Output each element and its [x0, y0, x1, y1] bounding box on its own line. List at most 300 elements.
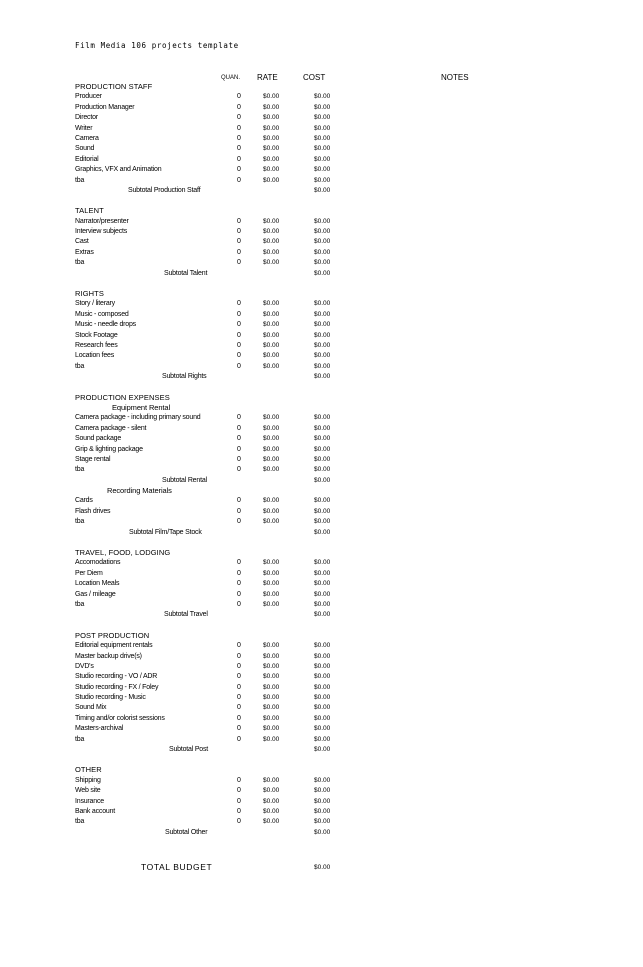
- subtotal-label: Subtotal Film/Tape Stock: [129, 528, 202, 536]
- line-item-quantity[interactable]: 0: [237, 414, 241, 422]
- line-item-label: tba: [75, 466, 85, 474]
- line-item-rate[interactable]: $0.00: [263, 352, 280, 360]
- line-item-cost: $0.00: [314, 580, 331, 588]
- line-item-row: [0, 786, 643, 796]
- line-item-rate[interactable]: $0.00: [263, 652, 280, 660]
- line-item-row: [0, 714, 643, 724]
- subtotal-row: [0, 610, 643, 620]
- line-item-cost: $0.00: [314, 414, 331, 422]
- line-item-label: tba: [75, 259, 85, 267]
- line-item-cost: $0.00: [314, 445, 331, 453]
- line-item-row: [0, 217, 643, 227]
- line-item-label: tba: [75, 818, 85, 826]
- line-item-cost: $0.00: [314, 787, 331, 795]
- line-item-quantity[interactable]: 0: [237, 735, 241, 743]
- line-item-cost: $0.00: [314, 103, 331, 111]
- line-item-row: [0, 724, 643, 734]
- line-item-cost: $0.00: [314, 93, 331, 101]
- line-item-row: [0, 652, 643, 662]
- line-item-row: [0, 662, 643, 672]
- line-item-label: Editorial equipment rentals: [75, 642, 153, 650]
- line-item-rate[interactable]: $0.00: [263, 642, 280, 650]
- line-item-label: tba: [75, 600, 85, 608]
- section-title: TRAVEL, FOOD, LODGING: [75, 548, 171, 558]
- section-title: PRODUCTION STAFF: [75, 82, 153, 91]
- line-item-quantity[interactable]: 0: [237, 145, 241, 153]
- line-item-cost: $0.00: [314, 134, 331, 142]
- column-header-notes: NOTES: [441, 73, 469, 82]
- line-item-quantity[interactable]: 0: [237, 590, 241, 598]
- line-item-row: [0, 248, 643, 258]
- line-item-label: Studio recording - Music: [75, 694, 146, 702]
- line-item-row: [0, 465, 643, 475]
- line-item-rate[interactable]: $0.00: [263, 569, 280, 577]
- line-item-row: [0, 413, 643, 423]
- line-item-rate[interactable]: $0.00: [263, 248, 280, 256]
- line-item-row: [0, 362, 643, 372]
- line-item-rate[interactable]: $0.00: [263, 590, 280, 598]
- line-item-rate[interactable]: $0.00: [263, 787, 280, 795]
- line-item-row: [0, 641, 643, 651]
- line-item-rate[interactable]: $0.00: [263, 134, 280, 142]
- line-item-label: Stage rental: [75, 455, 111, 463]
- line-item-quantity[interactable]: 0: [237, 259, 241, 267]
- line-item-cost: $0.00: [314, 455, 331, 463]
- line-item-quantity[interactable]: 0: [237, 134, 241, 142]
- line-item-rate[interactable]: $0.00: [263, 818, 280, 826]
- line-item-label: Location fees: [75, 352, 115, 360]
- line-item-rate[interactable]: $0.00: [263, 559, 280, 567]
- line-item-quantity[interactable]: 0: [237, 331, 241, 339]
- line-item-quantity[interactable]: 0: [237, 776, 241, 784]
- column-header-cost: COST: [303, 73, 326, 82]
- line-item-rate[interactable]: $0.00: [263, 300, 280, 308]
- line-item-row: [0, 735, 643, 745]
- line-item-label: Interview subjects: [75, 228, 128, 236]
- line-item-rate[interactable]: $0.00: [263, 228, 280, 236]
- line-item-row: [0, 320, 643, 330]
- line-item-row: [0, 600, 643, 610]
- section-title: TALENT: [75, 206, 104, 216]
- line-item-cost: $0.00: [314, 435, 331, 443]
- line-item-quantity[interactable]: 0: [237, 124, 241, 132]
- line-item-cost: $0.00: [314, 518, 331, 526]
- line-item-quantity[interactable]: 0: [237, 714, 241, 722]
- line-item-label: Accomodations: [75, 559, 121, 567]
- line-item-label: Writer: [75, 124, 93, 132]
- line-item-row: [0, 797, 643, 807]
- line-item-row: [0, 237, 643, 247]
- group-subtitle: Equipment Rental: [112, 402, 171, 412]
- column-header-rate: RATE: [257, 73, 278, 82]
- line-item-quantity[interactable]: 0: [237, 455, 241, 463]
- line-item-row: [0, 558, 643, 568]
- line-item-label: Sound Mix: [75, 704, 107, 712]
- subtotal-label: Subtotal Post: [169, 746, 209, 754]
- line-item-rate[interactable]: $0.00: [263, 497, 280, 505]
- line-item-rate[interactable]: $0.00: [263, 466, 280, 474]
- line-item-row: [0, 351, 643, 361]
- line-item-quantity[interactable]: 0: [237, 217, 241, 225]
- line-item-cost: $0.00: [314, 114, 331, 122]
- line-item-quantity[interactable]: 0: [237, 569, 241, 577]
- line-item-quantity[interactable]: 0: [237, 176, 241, 184]
- line-item-cost: $0.00: [314, 310, 331, 318]
- subtotal-value: $0.00: [314, 373, 331, 381]
- line-item-cost: $0.00: [314, 818, 331, 826]
- line-item-quantity[interactable]: 0: [237, 673, 241, 681]
- line-item-cost: $0.00: [314, 652, 331, 660]
- line-item-rate[interactable]: $0.00: [263, 673, 280, 681]
- line-item-row: [0, 579, 643, 589]
- line-item-quantity[interactable]: 0: [237, 103, 241, 111]
- line-item-row: [0, 258, 643, 268]
- line-item-row: [0, 124, 643, 134]
- subtotal-label: Subtotal Talent: [164, 269, 208, 277]
- line-item-cost: $0.00: [314, 217, 331, 225]
- line-item-row: [0, 134, 643, 144]
- line-item-cost: $0.00: [314, 321, 331, 329]
- line-item-cost: $0.00: [314, 735, 331, 743]
- line-item-quantity[interactable]: 0: [237, 93, 241, 101]
- line-item-quantity[interactable]: 0: [237, 114, 241, 122]
- line-item-rate[interactable]: $0.00: [263, 518, 280, 526]
- line-item-rate[interactable]: $0.00: [263, 331, 280, 339]
- line-item-rate[interactable]: $0.00: [263, 424, 280, 432]
- line-item-row: [0, 817, 643, 827]
- budget-section: [0, 548, 643, 621]
- line-item-row: [0, 703, 643, 713]
- line-item-row: [0, 672, 643, 682]
- line-item-quantity[interactable]: 0: [237, 424, 241, 432]
- line-item-rate[interactable]: $0.00: [263, 259, 280, 267]
- line-item-quantity[interactable]: 0: [237, 694, 241, 702]
- line-item-label: Sound package: [75, 435, 122, 443]
- line-item-row: [0, 165, 643, 175]
- line-item-rate[interactable]: $0.00: [263, 725, 280, 733]
- line-item-row: [0, 807, 643, 817]
- line-item-label: Insurance: [75, 797, 104, 805]
- line-item-label: Grip & lighting package: [75, 445, 143, 453]
- line-item-label: Narrator/presenter: [75, 217, 129, 225]
- subtotal-value: $0.00: [314, 828, 331, 836]
- line-item-cost: $0.00: [314, 776, 331, 784]
- line-item-label: Graphics, VFX and Animation: [75, 166, 162, 174]
- line-item-quantity[interactable]: 0: [237, 341, 241, 349]
- line-item-cost: $0.00: [314, 341, 331, 349]
- line-item-cost: $0.00: [314, 155, 331, 163]
- line-item-cost: $0.00: [314, 228, 331, 236]
- line-item-cost: $0.00: [314, 590, 331, 598]
- line-item-rate[interactable]: $0.00: [263, 362, 280, 370]
- line-item-cost: $0.00: [314, 559, 331, 567]
- line-item-rate[interactable]: $0.00: [263, 662, 280, 670]
- budget-section: [0, 393, 643, 538]
- line-item-quantity[interactable]: 0: [237, 300, 241, 308]
- budget-section: [0, 631, 643, 756]
- line-item-rate[interactable]: $0.00: [263, 321, 280, 329]
- line-item-cost: $0.00: [314, 683, 331, 691]
- line-item-label: Director: [75, 114, 98, 122]
- line-item-cost: $0.00: [314, 673, 331, 681]
- line-item-row: [0, 103, 643, 113]
- subtotal-label: Subtotal Travel: [164, 611, 208, 619]
- line-item-cost: $0.00: [314, 704, 331, 712]
- line-item-cost: $0.00: [314, 694, 331, 702]
- section-spacer: [0, 538, 643, 548]
- line-item-cost: $0.00: [314, 497, 331, 505]
- line-item-quantity[interactable]: 0: [237, 466, 241, 474]
- line-item-quantity[interactable]: 0: [237, 435, 241, 443]
- line-item-rate[interactable]: $0.00: [263, 103, 280, 111]
- subtotal-label: Subtotal Other: [165, 828, 208, 836]
- line-item-cost: $0.00: [314, 331, 331, 339]
- line-item-label: Camera package - including primary sound: [75, 414, 201, 422]
- line-item-quantity[interactable]: 0: [237, 683, 241, 691]
- subtotal-value: $0.00: [314, 186, 331, 194]
- line-item-row: [0, 434, 643, 444]
- subtotal-row: [0, 372, 643, 382]
- group-subtitle: Recording Materials: [107, 486, 172, 496]
- line-item-label: Camera package - silent: [75, 424, 147, 432]
- line-item-label: Timing and/or colorist sessions: [75, 714, 165, 722]
- line-item-label: Bank account: [75, 808, 116, 815]
- line-item-cost: $0.00: [314, 569, 331, 577]
- line-item-quantity[interactable]: 0: [237, 518, 241, 526]
- section-spacer: [0, 196, 643, 206]
- line-item-rate[interactable]: $0.00: [263, 155, 280, 163]
- line-item-quantity[interactable]: 0: [237, 580, 241, 588]
- line-item-row: [0, 113, 643, 123]
- line-item-cost: $0.00: [314, 725, 331, 733]
- line-item-row: [0, 683, 643, 693]
- subtotal-value: $0.00: [314, 476, 331, 484]
- line-item-cost: $0.00: [314, 424, 331, 432]
- line-item-label: Extras: [75, 248, 94, 256]
- budget-section: [0, 289, 643, 383]
- column-header-quan: QUAN.: [221, 75, 241, 81]
- line-item-row: [0, 299, 643, 309]
- line-item-row: [0, 590, 643, 600]
- line-item-cost: $0.00: [314, 300, 331, 308]
- section-spacer: [0, 755, 643, 765]
- budget-section: [0, 82, 643, 196]
- subtotal-row: [0, 745, 643, 755]
- line-item-row: [0, 341, 643, 351]
- subtotal-value: $0.00: [314, 269, 331, 277]
- line-item-rate[interactable]: $0.00: [263, 580, 280, 588]
- document-title: Film Media 106 projects template: [75, 41, 239, 50]
- line-item-rate[interactable]: $0.00: [263, 735, 280, 743]
- line-item-rate[interactable]: $0.00: [263, 238, 280, 246]
- line-item-row: [0, 496, 643, 506]
- line-item-quantity[interactable]: 0: [237, 228, 241, 236]
- line-item-rate[interactable]: $0.00: [263, 176, 280, 184]
- line-item-quantity[interactable]: 0: [237, 166, 241, 174]
- subtotal-label: Subtotal Rental: [162, 476, 207, 484]
- line-item-rate[interactable]: $0.00: [263, 145, 280, 153]
- line-item-rate[interactable]: $0.00: [263, 808, 280, 815]
- line-item-rate[interactable]: $0.00: [263, 694, 280, 702]
- section-title: POST PRODUCTION: [75, 630, 150, 640]
- line-item-rate[interactable]: $0.00: [263, 166, 280, 174]
- subtotal-label: Subtotal Rights: [162, 373, 207, 381]
- line-item-row: [0, 569, 643, 579]
- budget-sheet: [0, 82, 643, 838]
- subtotal-row: [0, 186, 643, 196]
- line-item-label: Shipping: [75, 776, 101, 784]
- section-title: RIGHTS: [75, 289, 104, 299]
- line-item-label: Research fees: [75, 341, 118, 349]
- line-item-rate[interactable]: $0.00: [263, 310, 280, 318]
- line-item-cost: $0.00: [314, 714, 331, 722]
- line-item-quantity[interactable]: 0: [237, 600, 241, 608]
- line-item-quantity[interactable]: 0: [237, 238, 241, 246]
- line-item-quantity[interactable]: 0: [237, 662, 241, 670]
- section-spacer: [0, 383, 643, 393]
- subtotal-value: $0.00: [314, 611, 331, 619]
- line-item-row: [0, 507, 643, 517]
- subtotal-label: Subtotal Production Staff: [128, 186, 201, 194]
- subtotal-row: [0, 828, 643, 838]
- line-item-cost: $0.00: [314, 248, 331, 256]
- line-item-cost: $0.00: [314, 124, 331, 132]
- line-item-cost: $0.00: [314, 600, 331, 608]
- line-item-quantity[interactable]: 0: [237, 559, 241, 567]
- line-item-label: Production Manager: [75, 103, 135, 111]
- section-title: PRODUCTION EXPENSES: [75, 392, 170, 402]
- line-item-quantity[interactable]: 0: [237, 808, 241, 815]
- line-item-cost: $0.00: [314, 797, 331, 805]
- line-item-cost: $0.00: [314, 362, 331, 370]
- line-item-quantity[interactable]: 0: [237, 642, 241, 650]
- line-item-quantity[interactable]: 0: [237, 652, 241, 660]
- line-item-rate[interactable]: $0.00: [263, 683, 280, 691]
- line-item-label: Sound: [75, 145, 95, 153]
- line-item-cost: $0.00: [314, 238, 331, 246]
- line-item-row: [0, 455, 643, 465]
- line-item-quantity[interactable]: 0: [237, 362, 241, 370]
- line-item-quantity[interactable]: 0: [237, 725, 241, 733]
- line-item-row: [0, 424, 643, 434]
- line-item-cost: $0.00: [314, 808, 331, 815]
- line-item-rate[interactable]: $0.00: [263, 714, 280, 722]
- line-item-rate[interactable]: $0.00: [263, 217, 280, 225]
- line-item-row: [0, 144, 643, 154]
- line-item-rate[interactable]: $0.00: [263, 776, 280, 784]
- line-item-cost: $0.00: [314, 259, 331, 267]
- line-item-row: [0, 331, 643, 341]
- line-item-quantity[interactable]: 0: [237, 497, 241, 505]
- line-item-row: [0, 176, 643, 186]
- line-item-rate[interactable]: $0.00: [263, 341, 280, 349]
- line-item-cost: $0.00: [314, 145, 331, 153]
- line-item-rate[interactable]: $0.00: [263, 600, 280, 608]
- line-item-rate[interactable]: $0.00: [263, 704, 280, 712]
- line-item-quantity[interactable]: 0: [237, 310, 241, 318]
- line-item-label: tba: [75, 735, 85, 743]
- subtotal-row: [0, 269, 643, 279]
- line-item-quantity[interactable]: 0: [237, 704, 241, 712]
- line-item-cost: $0.00: [314, 352, 331, 360]
- total-budget-row: [0, 862, 643, 874]
- line-item-rate[interactable]: $0.00: [263, 507, 280, 515]
- line-item-label: Music - composed: [75, 310, 129, 318]
- line-item-quantity[interactable]: 0: [237, 321, 241, 329]
- total-budget-value: $0.00: [314, 864, 331, 871]
- section-spacer: [0, 621, 643, 631]
- budget-section: [0, 765, 643, 838]
- line-item-cost: $0.00: [314, 176, 331, 184]
- line-item-label: Studio recording - FX / Foley: [75, 683, 159, 691]
- line-item-rate[interactable]: $0.00: [263, 114, 280, 122]
- line-item-cost: $0.00: [314, 642, 331, 650]
- line-item-quantity[interactable]: 0: [237, 155, 241, 163]
- line-item-row: [0, 517, 643, 527]
- line-item-quantity[interactable]: 0: [237, 818, 241, 826]
- line-item-quantity[interactable]: 0: [237, 797, 241, 805]
- line-item-rate[interactable]: $0.00: [263, 797, 280, 805]
- line-item-label: Masters-archival: [75, 725, 124, 733]
- line-item-label: tba: [75, 362, 85, 370]
- line-item-label: Location Meals: [75, 580, 120, 588]
- line-item-label: Flash drives: [75, 507, 111, 515]
- line-item-label: tba: [75, 176, 85, 184]
- section-title: OTHER: [75, 765, 102, 775]
- line-item-quantity[interactable]: 0: [237, 248, 241, 256]
- line-item-rate[interactable]: $0.00: [263, 124, 280, 132]
- total-budget-label: TOTAL BUDGET: [141, 862, 213, 872]
- line-item-label: tba: [75, 518, 85, 526]
- line-item-quantity[interactable]: 0: [237, 445, 241, 453]
- line-item-row: [0, 92, 643, 102]
- line-item-label: Cast: [75, 238, 89, 246]
- line-item-label: Story / literary: [75, 300, 115, 308]
- line-item-label: Per Diem: [75, 569, 103, 577]
- line-item-cost: $0.00: [314, 662, 331, 670]
- subtotal-value: $0.00: [314, 746, 331, 754]
- line-item-row: [0, 155, 643, 165]
- line-item-row: [0, 693, 643, 703]
- line-item-label: Editorial: [75, 155, 99, 163]
- line-item-cost: $0.00: [314, 507, 331, 515]
- line-item-cost: $0.00: [314, 166, 331, 174]
- line-item-label: Music - needle drops: [75, 321, 136, 329]
- line-item-row: [0, 227, 643, 237]
- section-spacer: [0, 279, 643, 289]
- line-item-quantity[interactable]: 0: [237, 507, 241, 515]
- line-item-rate[interactable]: $0.00: [263, 435, 280, 443]
- subtotal-row: [0, 528, 643, 538]
- line-item-cost: $0.00: [314, 466, 331, 474]
- line-item-quantity[interactable]: 0: [237, 352, 241, 360]
- line-item-label: Stock Footage: [75, 331, 118, 339]
- line-item-row: [0, 445, 643, 455]
- subtotal-row: [0, 476, 643, 486]
- line-item-label: Gas / mileage: [75, 590, 116, 598]
- budget-section: [0, 206, 643, 279]
- line-item-rate[interactable]: $0.00: [263, 93, 280, 101]
- line-item-label: DVD's: [75, 662, 94, 670]
- line-item-rate[interactable]: $0.00: [263, 455, 280, 463]
- line-item-rate[interactable]: $0.00: [263, 414, 280, 422]
- line-item-label: Cards: [75, 497, 93, 505]
- line-item-rate[interactable]: $0.00: [263, 445, 280, 453]
- line-item-row: [0, 776, 643, 786]
- subtotal-value: $0.00: [314, 528, 331, 536]
- line-item-label: Studio recording - VO / ADR: [75, 673, 158, 681]
- line-item-quantity[interactable]: 0: [237, 787, 241, 795]
